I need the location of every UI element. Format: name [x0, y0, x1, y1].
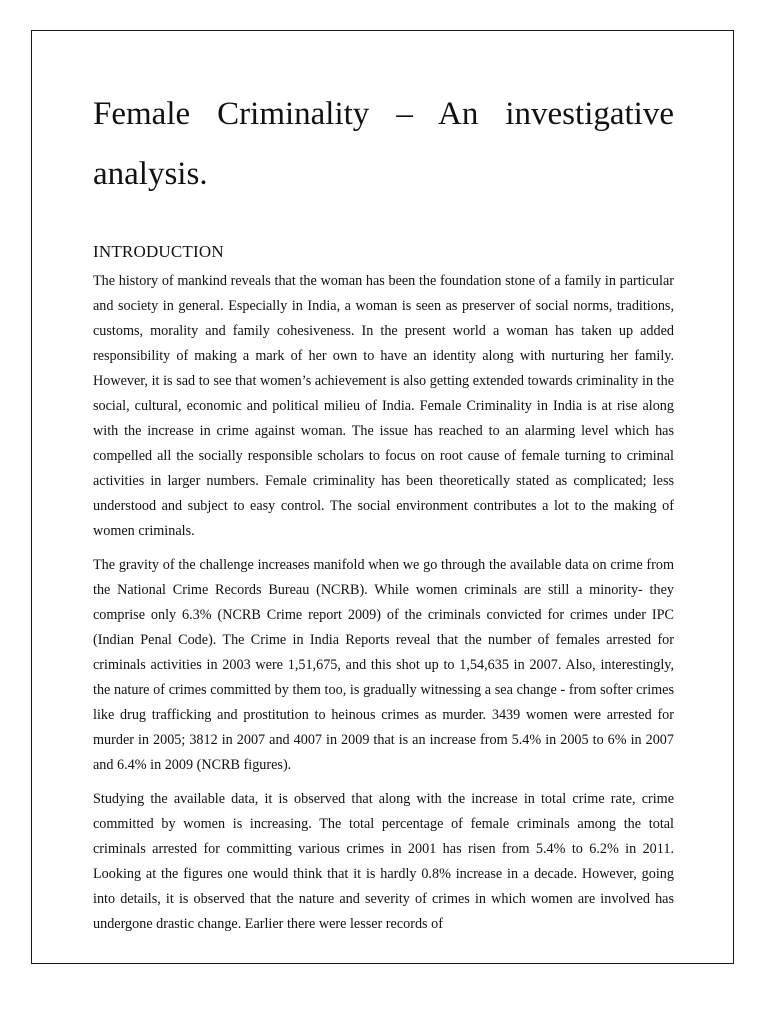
paragraph-2: The gravity of the challenge increases manifold when we go through the available data on crime from the National Crime Records Bureau (NCRB). While women criminals are still a minority- they comprise only 6.3% (NCRB Crime report 2009) of the criminals convicted for crimes under IPC (Indian Penal Code). The Crime in India Reports reveal that the number of females arrested for criminals activities in 2003 were 1,51,675, and this shot up to 1,54,635 in 2007. Also, interestingly, the nature of crimes committed by them too, is gradually witnessing a sea change - from softer crimes like drug trafficking and prostitution to heinous crimes as murder. 3439 women were arrested for murder in 2005; 3812 in 2007 and 4007 in 2009 that is an increase from 5.4% in 2005 to 6% in 2007 and 6.4% in 2009 (NCRB figures).: [93, 557, 674, 773]
paragraph-3: Studying the available data, it is observed that along with the increase in total crime rate, crime committed by women is increasing. The total percentage of female criminals among the total criminals arrested for committing various crimes in 2001 has risen from 5.4% to 6.2% in 2011. Looking at the figures one would think that it is hardly 0.8% increase in a decade. However, going into details, it is observed that the nature and severity of crimes in which women are involved has undergone drastic change. Earlier there were lesser records of: [93, 791, 674, 932]
document-body: [93, 84, 674, 937]
document-title: Female Criminality – An investigative analysis.: [93, 96, 674, 192]
paragraph-1: The history of mankind reveals that the woman has been the foundation stone of a family in particular and society in general. Especially in India, a woman is seen as preserver of social norms, traditions, customs, morality and family cohesiveness. In the present world a woman has taken up added responsibility of making a mark of her own to have an identity along with nurturing her family. However, it is sad to see that women’s achievement is also getting extended towards criminality in the social, cultural, economic and political milieu of India. Female Criminality in India is at rise along with the increase in crime against woman. The issue has reached to an alarming level which has compelled all the socially responsible scholars to focus on root cause of female turning to criminal activities in larger numbers. Female criminality has been theoretically stated as complicated; less understood and subject to easy control. The social environment contributes a lot to the making of women criminals.: [93, 273, 674, 539]
section-heading-introduction: INTRODUCTION: [93, 242, 224, 261]
